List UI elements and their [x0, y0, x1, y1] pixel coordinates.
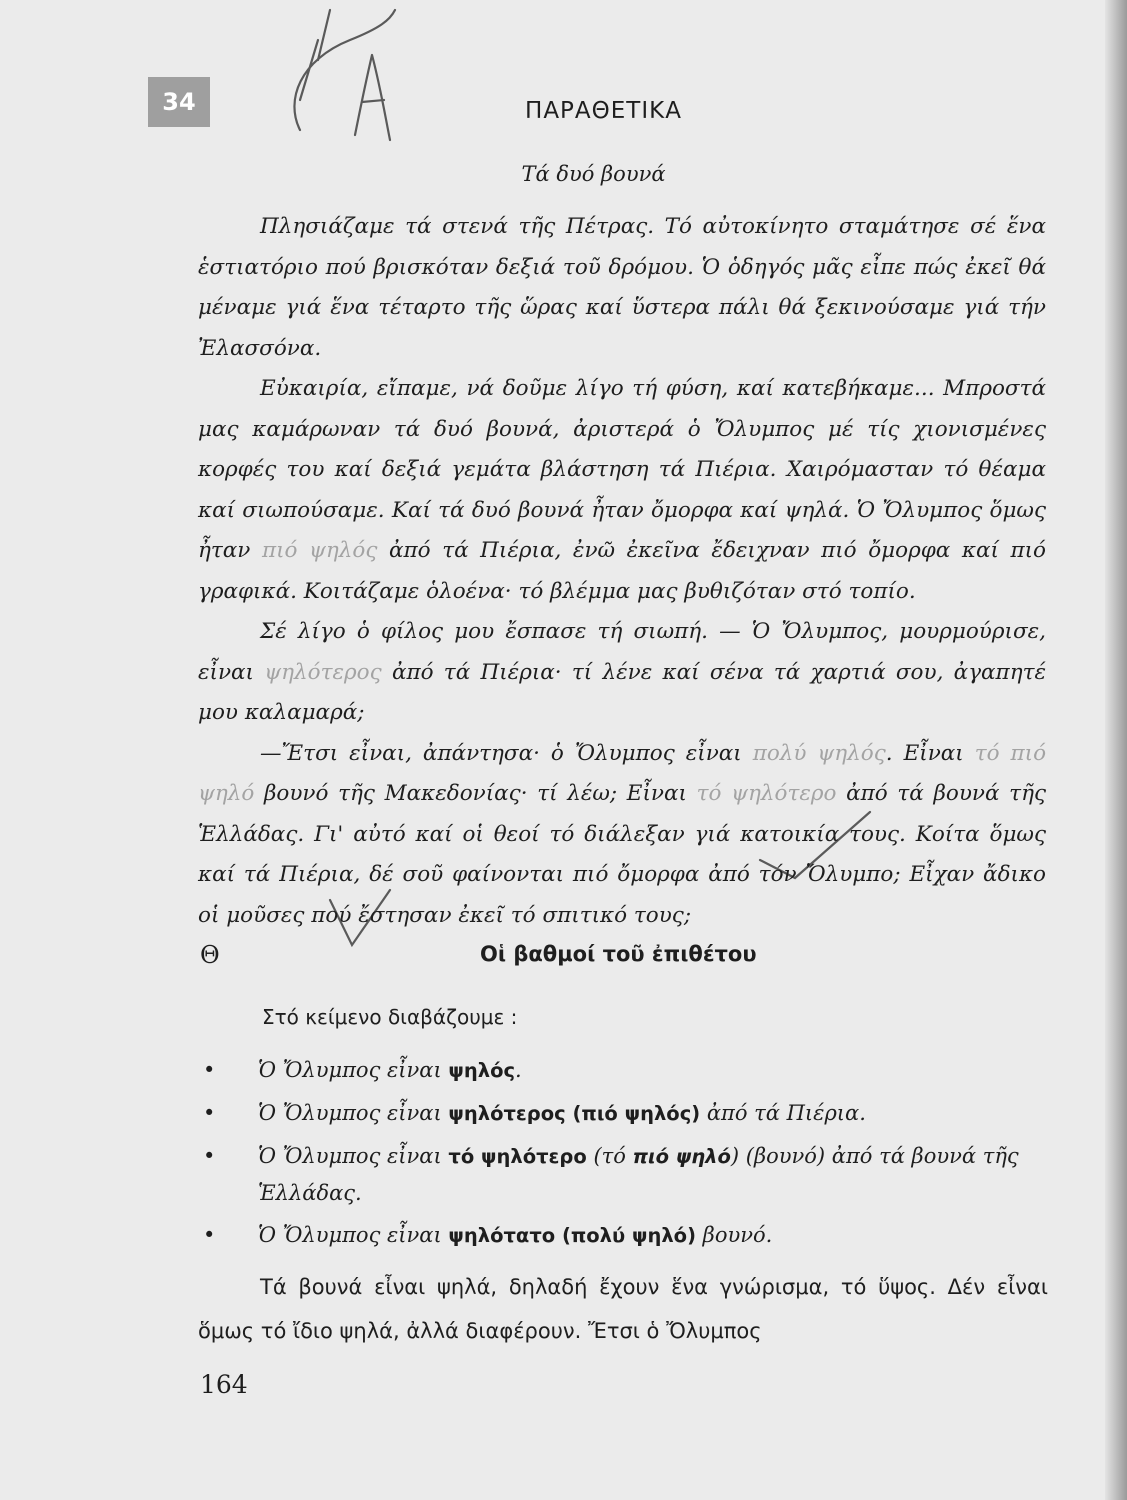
chapter-badge: 34	[148, 77, 210, 127]
closing-paragraph: Τά βουνά εἶναι ψηλά, δηλαδή ἔχουν ἕνα γνώρισμα, τό ὕψος. Δέν εἶναι ὅμως τό ἴδιο ψηλά, ἀλλά διαφέρουν. Ἔτσι ὁ Ὄλυμπος	[198, 1275, 1048, 1343]
story-p2-faint: πιό ψηλός	[261, 538, 378, 563]
example-bold: ψηλότερος (πιό ψηλός)	[448, 1102, 701, 1125]
grammar-intro: Στό κείμενο διαβάζουμε :	[262, 1005, 518, 1029]
story-title: Τά δυό βουνά	[521, 162, 666, 186]
story-p4-text-a: —Ἔτσι εἶναι, ἀπάντησα· ὁ Ὄλυμπος εἶναι	[260, 740, 742, 766]
section-letter: Θ	[200, 941, 220, 969]
bullet-icon: •	[203, 1101, 216, 1125]
story-p3-faint: ψηλότερος	[264, 659, 382, 685]
story-p4-faint-2: τό πιό ψηλό	[198, 740, 1047, 806]
example-text: βουνό.	[696, 1223, 773, 1247]
example-item	[203, 1138, 1049, 1211]
example-text: ) (βουνό) ἀπό τά βουνά τῆς Ἑλλάδας.	[258, 1144, 1019, 1205]
example-text: Ὁ Ὄλυμπος εἶναι	[258, 1144, 449, 1168]
story-p4-faint-1: πολύ ψηλός	[752, 740, 886, 766]
section-title: ΠΑΡΑΘΕΤΙΚΑ	[525, 98, 682, 124]
story-p4-faint-3: τό ψηλότερο	[696, 781, 837, 806]
example-text: Ὁ Ὄλυμπος εἶναι	[258, 1223, 449, 1247]
story-p3-text-b: ἀπό τά Πιέρια· τί λένε καί σένα τά χαρτιά σου, ἀγαπητέ μου καλαμαρά;	[198, 659, 1047, 725]
bullet-icon: •	[203, 1144, 216, 1168]
pencil-line	[300, 40, 318, 100]
story-text	[198, 207, 1046, 936]
story-p2-text-b: ἀπό τά Πιέρια, ἐνῶ ἐκεῖνα ἔδειχναν πιό ὄμορφα καί πιό γραφικά. Κοιτάζαμε ὁλοένα· τό βλέμμα μας βυθιζόταν στό τοπίο.	[198, 538, 1046, 604]
example-bold: τό ψηλότερο	[448, 1145, 587, 1168]
example-item	[203, 1095, 1049, 1132]
example-item	[203, 1217, 1049, 1254]
story-p4-text-b: . Εἶναι	[885, 740, 964, 766]
page-number: 164	[200, 1370, 248, 1399]
example-text: Ὁ Ὄλυμπος εἶναι	[258, 1058, 449, 1082]
story-paragraph-2	[198, 369, 1046, 612]
story-p3-text-a: Σέ λίγο ὁ φίλος μου ἔσπασε τή σιωπή. — Ὁ Ὄλυμπος, μουρμούρισε, εἶναι	[198, 619, 1046, 685]
bullet-icon: •	[203, 1223, 216, 1247]
example-bold: ψηλός	[448, 1059, 516, 1082]
example-bold: ψηλότατο (πολύ ψηλό)	[448, 1224, 696, 1247]
example-text: (τό	[586, 1144, 633, 1168]
grammar-examples	[203, 1052, 1049, 1260]
example-text: ἀπό τά Πιέρια.	[700, 1101, 866, 1125]
story-paragraph-1: Πλησιάζαμε τά στενά τῆς Πέτρας. Τό αὐτοκίνητο σταμάτησε σέ ἕνα ἑστιατόριο πού βρισκόταν δεξιά τοῦ δρόμου. Ὁ ὁδηγός μᾶς εἶπε πώς ἐκεῖ θά μέναμε γιά ἕνα τέταρτο τῆς ὥρας καί ὕστερα πάλι θά ξεκινούσαμε γιά τήν Ἐλασσόνα.	[198, 214, 1046, 361]
story-paragraph-4	[198, 734, 1046, 937]
story-paragraph-3	[198, 612, 1046, 734]
example-text: Ὁ Ὄλυμπος εἶναι	[258, 1101, 449, 1125]
story-p2-text-a: Εὐκαιρία, εἴπαμε, νά δοῦμε λίγο τή φύση, καί κατεβήκαμε... Μπροστά μας καμάρωναν τά δυό βουνά, ἀριστερά ὁ Ὄλυμπος μέ τίς χιονισμένες κορφές του καί δεξιά γεμάτα βλάστηση τά Πιέρια. Χαιρόμασταν τό θέαμα καί σιωπούσαμε. Καί τά δυό βουνά ἦταν ὄμορφα καί ψηλά. Ὁ Ὄλυμπος ὅμως ἦταν	[198, 376, 1046, 563]
grammar-heading: Οἱ βαθμοί τοῦ ἐπιθέτου	[480, 942, 757, 966]
story-p4-text-c: βουνό τῆς Μακεδονίας· τί λέω; Εἶναι	[263, 781, 687, 806]
example-bold: πιό ψηλό	[632, 1145, 731, 1168]
story-p4-text-d: ἀπό τά βουνά τῆς Ἑλλάδας. Γι' αὐτό καί οἱ θεοί τό διάλεξαν γιά κατοικία τους. Κοίτα ὅμως καί τά Πιέρια, δέ σοῦ φαίνονται πιό ὄμορφα ἀπό τόν Ὄλυμπο; Εἶχαν ἄδικο οἱ μοῦσες πού ἔστησαν ἐκεῖ τό σπιτικό τους;	[198, 781, 1046, 928]
example-text: .	[515, 1058, 522, 1082]
example-item	[203, 1052, 1049, 1089]
bullet-icon: •	[203, 1058, 216, 1082]
